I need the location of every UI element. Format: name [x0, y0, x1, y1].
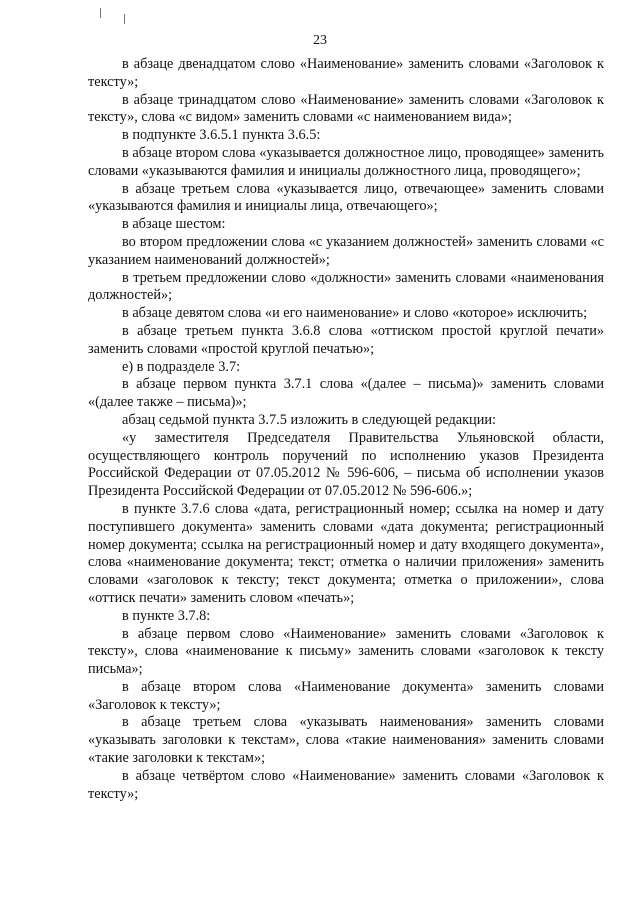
scan-mark: [100, 8, 101, 18]
paragraph: абзац седьмой пункта 3.7.5 изложить в следующей редакции:: [122, 411, 496, 428]
paragraph: в абзаце тринадцатом слово «Наименование» заменить словами «Заголовок к тексту», слова «с видом» заменить словами «с наименованием вида»;: [88, 91, 604, 126]
paragraph: в подпункте 3.6.5.1 пункта 3.6.5:: [122, 127, 321, 144]
paragraph: в абзаце девятом слова «и его наименование» и слово «которое» исключить;: [122, 305, 588, 322]
paragraph: в абзаце четвёртом слово «Наименование» заменить словами «Заголовок к тексту»;: [88, 767, 604, 802]
paragraph: в третьем предложении слово «должности» заменить словами «наименования должностей»;: [88, 269, 604, 304]
quoted-paragraph: «у заместителя Председателя Правительства Ульяновской области, осуществляющего контроль поручений по исполнению указов Президента Российской Федерации от 07.05.2012 № 596-606, – письма об исполнении указов Президента Российской Федерации от 07.05.2012 № 596-606.»;: [88, 429, 604, 500]
paragraph: в абзаце третьем слова «указывать наименования» заменить словами «указывать заголовки к текстам», слова «такие наименования» заменить словами «такие заголовки к текстам»;: [88, 714, 604, 767]
paragraph: в абзаце втором слова «указывается должностное лицо, проводящее» заменить словами «указываются фамилия и инициалы должностного лица, проводящего»;: [88, 144, 604, 179]
paragraph: в абзаце шестом:: [122, 216, 226, 233]
paragraph: в пункте 3.7.8:: [122, 607, 211, 624]
paragraph: в абзаце втором слова «Наименование документа» заменить словами «Заголовок к тексту»;: [88, 678, 604, 713]
page-number: 23: [313, 33, 327, 48]
paragraph: в абзаце первом слово «Наименование» заменить словами «Заголовок к тексту», слова «наименование к письму» заменить словами «заголовок к тексту письма»;: [88, 625, 604, 678]
paragraph: в пункте 3.7.6 слова «дата, регистрационный номер; ссылка на номер и дату поступившего документа» заменить словами «дата документа; регистрационный номер документа; ссылка на регистрационный номер и дату входящего документа», слова «наименование документа; текст; отметка о наличии приложения» заменить словами «заголовок к тексту; текст документа; отметка о приложении», слова «оттиск печати» заменить словом «печать»;: [88, 500, 604, 606]
paragraph: е) в подразделе 3.7:: [122, 358, 241, 375]
paragraph: во втором предложении слова «с указанием должностей» заменить словами «с указанием наименований должностей»;: [88, 233, 604, 268]
paragraph: в абзаце первом пункта 3.7.1 слова «(далее – письма)» заменить словами «(далее также – письма)»;: [88, 376, 604, 411]
scan-mark: [124, 14, 125, 24]
paragraph: в абзаце третьем слова «указывается лицо, отвечающее» заменить словами «указываются фамилия и инициалы лица, отвечающего»;: [88, 180, 604, 215]
document-body: [88, 56, 604, 803]
paragraph: в абзаце двенадцатом слово «Наименование» заменить словами «Заголовок к тексту»;: [88, 56, 604, 90]
paragraph: в абзаце третьем пункта 3.6.8 слова «оттиском простой круглой печати» заменить словами «простой круглой печатью»;: [88, 322, 604, 357]
